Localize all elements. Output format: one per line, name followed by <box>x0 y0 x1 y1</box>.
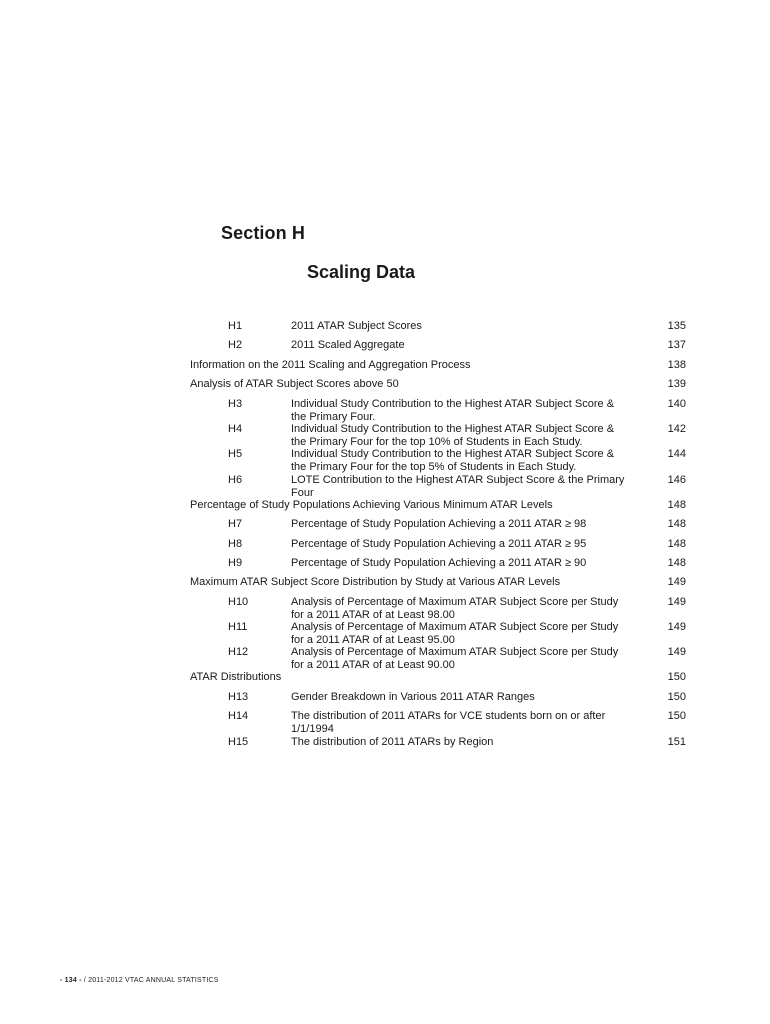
toc-entry-title-line: Individual Study Contribution to the Highest ATAR Subject Score & <box>291 398 615 410</box>
toc-entry-title-line: Analysis of Percentage of Maximum ATAR Subject Score per Study <box>291 596 619 608</box>
toc-entry-code: H2 <box>228 339 243 351</box>
footer-publication: 2011-2012 VTAC ANNUAL STATISTICS <box>88 977 219 984</box>
toc-entry-title <box>291 557 651 570</box>
toc-heading <box>190 359 470 372</box>
toc-entry-code: H6 <box>228 474 243 486</box>
toc-page-number: 148 <box>667 518 686 530</box>
toc-entry-title <box>291 398 651 423</box>
toc-heading-line: Maximum ATAR Subject Score Distribution by Study at Various ATAR Levels <box>190 576 561 588</box>
toc-entry-title-line: for a 2011 ATAR of at Least 98.00 <box>291 608 455 621</box>
toc-entry-code: H3 <box>228 398 243 410</box>
toc-entry-code: H4 <box>228 423 243 435</box>
toc-entry-code: H12 <box>228 646 249 658</box>
toc-entry-title-line: Gender Breakdown in Various 2011 ATAR Ranges <box>291 691 535 703</box>
toc-entry-code: H9 <box>228 557 243 569</box>
section-label: Section H <box>221 223 305 243</box>
toc-entry-title-line: Individual Study Contribution to the Highest ATAR Subject Score & <box>291 423 615 435</box>
toc-heading-line: ATAR Distributions <box>190 671 282 683</box>
toc-entry-title-line: 2011 Scaled Aggregate <box>291 339 405 351</box>
toc-page-number: 146 <box>667 474 686 486</box>
toc-entry-code: H5 <box>228 448 243 460</box>
toc-entry-code: H8 <box>228 538 243 550</box>
footer-separator: / <box>83 977 86 984</box>
toc-page-number: 149 <box>667 596 686 608</box>
toc-page-number: 149 <box>667 621 686 633</box>
toc-entry-title <box>291 320 651 333</box>
toc-entry-title <box>291 621 651 646</box>
toc-entry-title <box>291 736 651 749</box>
toc-entry-title-line: The distribution of 2011 ATARs by Region <box>291 736 494 748</box>
toc-entry-title-line: Individual Study Contribution to the Highest ATAR Subject Score & <box>291 448 615 460</box>
toc-entry-title-line: for a 2011 ATAR of at Least 95.00 <box>291 633 455 646</box>
toc-entry-title-line: Four <box>291 486 314 499</box>
toc-entry-title <box>291 691 651 704</box>
toc-entry-title <box>291 646 651 671</box>
toc-entry-code: H11 <box>228 621 248 633</box>
toc-entry-title <box>291 518 651 531</box>
toc-page-number: 149 <box>667 576 686 588</box>
toc-page-number: 139 <box>667 378 686 390</box>
toc-page-number: 151 <box>667 736 686 748</box>
footer-page-number: - 134 - <box>60 977 82 984</box>
toc-page-number: 150 <box>667 671 686 683</box>
toc-heading <box>190 499 553 512</box>
toc-page-number: 135 <box>667 320 686 332</box>
toc-entry-title <box>291 596 651 621</box>
toc-page-number: 138 <box>667 359 686 371</box>
toc-entry-title-line: Percentage of Study Population Achieving a 2011 ATAR ≥ 95 <box>291 538 587 550</box>
toc-entry-code: H14 <box>228 710 249 722</box>
toc-entry-title-line: Percentage of Study Population Achieving a 2011 ATAR ≥ 90 <box>291 557 587 569</box>
toc-entry-code: H13 <box>228 691 249 703</box>
toc-page-number: 142 <box>667 423 686 435</box>
toc-page-number: 150 <box>667 710 686 722</box>
toc-entry-title <box>291 339 651 352</box>
section-title: Scaling Data <box>307 262 416 282</box>
page-footer <box>60 977 219 984</box>
toc-page-number: 144 <box>667 448 686 460</box>
toc-entry-code: H15 <box>228 736 249 748</box>
toc-entry-title <box>291 474 651 499</box>
toc-heading-line: Information on the 2011 Scaling and Aggregation Process <box>190 359 471 371</box>
toc-entry-title <box>291 538 651 551</box>
toc-entry-title <box>291 448 651 473</box>
toc-heading <box>190 671 281 684</box>
toc-page-number: 150 <box>667 691 686 703</box>
toc-entry-title-line: the Primary Four for the top 5% of Students in Each Study. <box>291 460 577 473</box>
toc-entry-title-line: 2011 ATAR Subject Scores <box>291 320 422 332</box>
toc-heading-line: Percentage of Study Populations Achieving Various Minimum ATAR Levels <box>190 499 553 511</box>
toc-heading <box>190 576 560 589</box>
toc-page-number: 148 <box>667 557 686 569</box>
toc-entry-code: H1 <box>228 320 243 332</box>
toc-page-number: 148 <box>667 538 686 550</box>
toc-entry-title-line: 1/1/1994 <box>291 722 334 735</box>
toc-page-number: 140 <box>667 398 686 410</box>
toc-entry-title <box>291 423 651 448</box>
toc-entry-title-line: LOTE Contribution to the Highest ATAR Subject Score & the Primary <box>291 474 625 486</box>
toc-entry-title-line: The distribution of 2011 ATARs for VCE students born on or after <box>291 710 606 722</box>
toc-entry-title-line: Percentage of Study Population Achieving a 2011 ATAR ≥ 98 <box>291 518 587 530</box>
toc-entry-title-line: Analysis of Percentage of Maximum ATAR Subject Score per Study <box>291 646 619 658</box>
toc-entry-title <box>291 710 651 735</box>
toc-entry-title-line: for a 2011 ATAR of at Least 90.00 <box>291 658 455 671</box>
toc-entry-title-line: Analysis of Percentage of Maximum ATAR Subject Score per Study <box>291 621 619 633</box>
toc-page-number: 149 <box>667 646 686 658</box>
toc-page-number: 148 <box>667 499 686 511</box>
toc-page-number: 137 <box>667 339 686 351</box>
toc-entry-title-line: the Primary Four for the top 10% of Students in Each Study. <box>291 435 583 448</box>
toc-heading <box>190 378 399 391</box>
toc-entry-code: H10 <box>228 596 249 608</box>
toc-entry-code: H7 <box>228 518 243 530</box>
toc-entry-title-line: the Primary Four. <box>291 410 376 423</box>
toc-heading-line: Analysis of ATAR Subject Scores above 50 <box>190 378 399 390</box>
